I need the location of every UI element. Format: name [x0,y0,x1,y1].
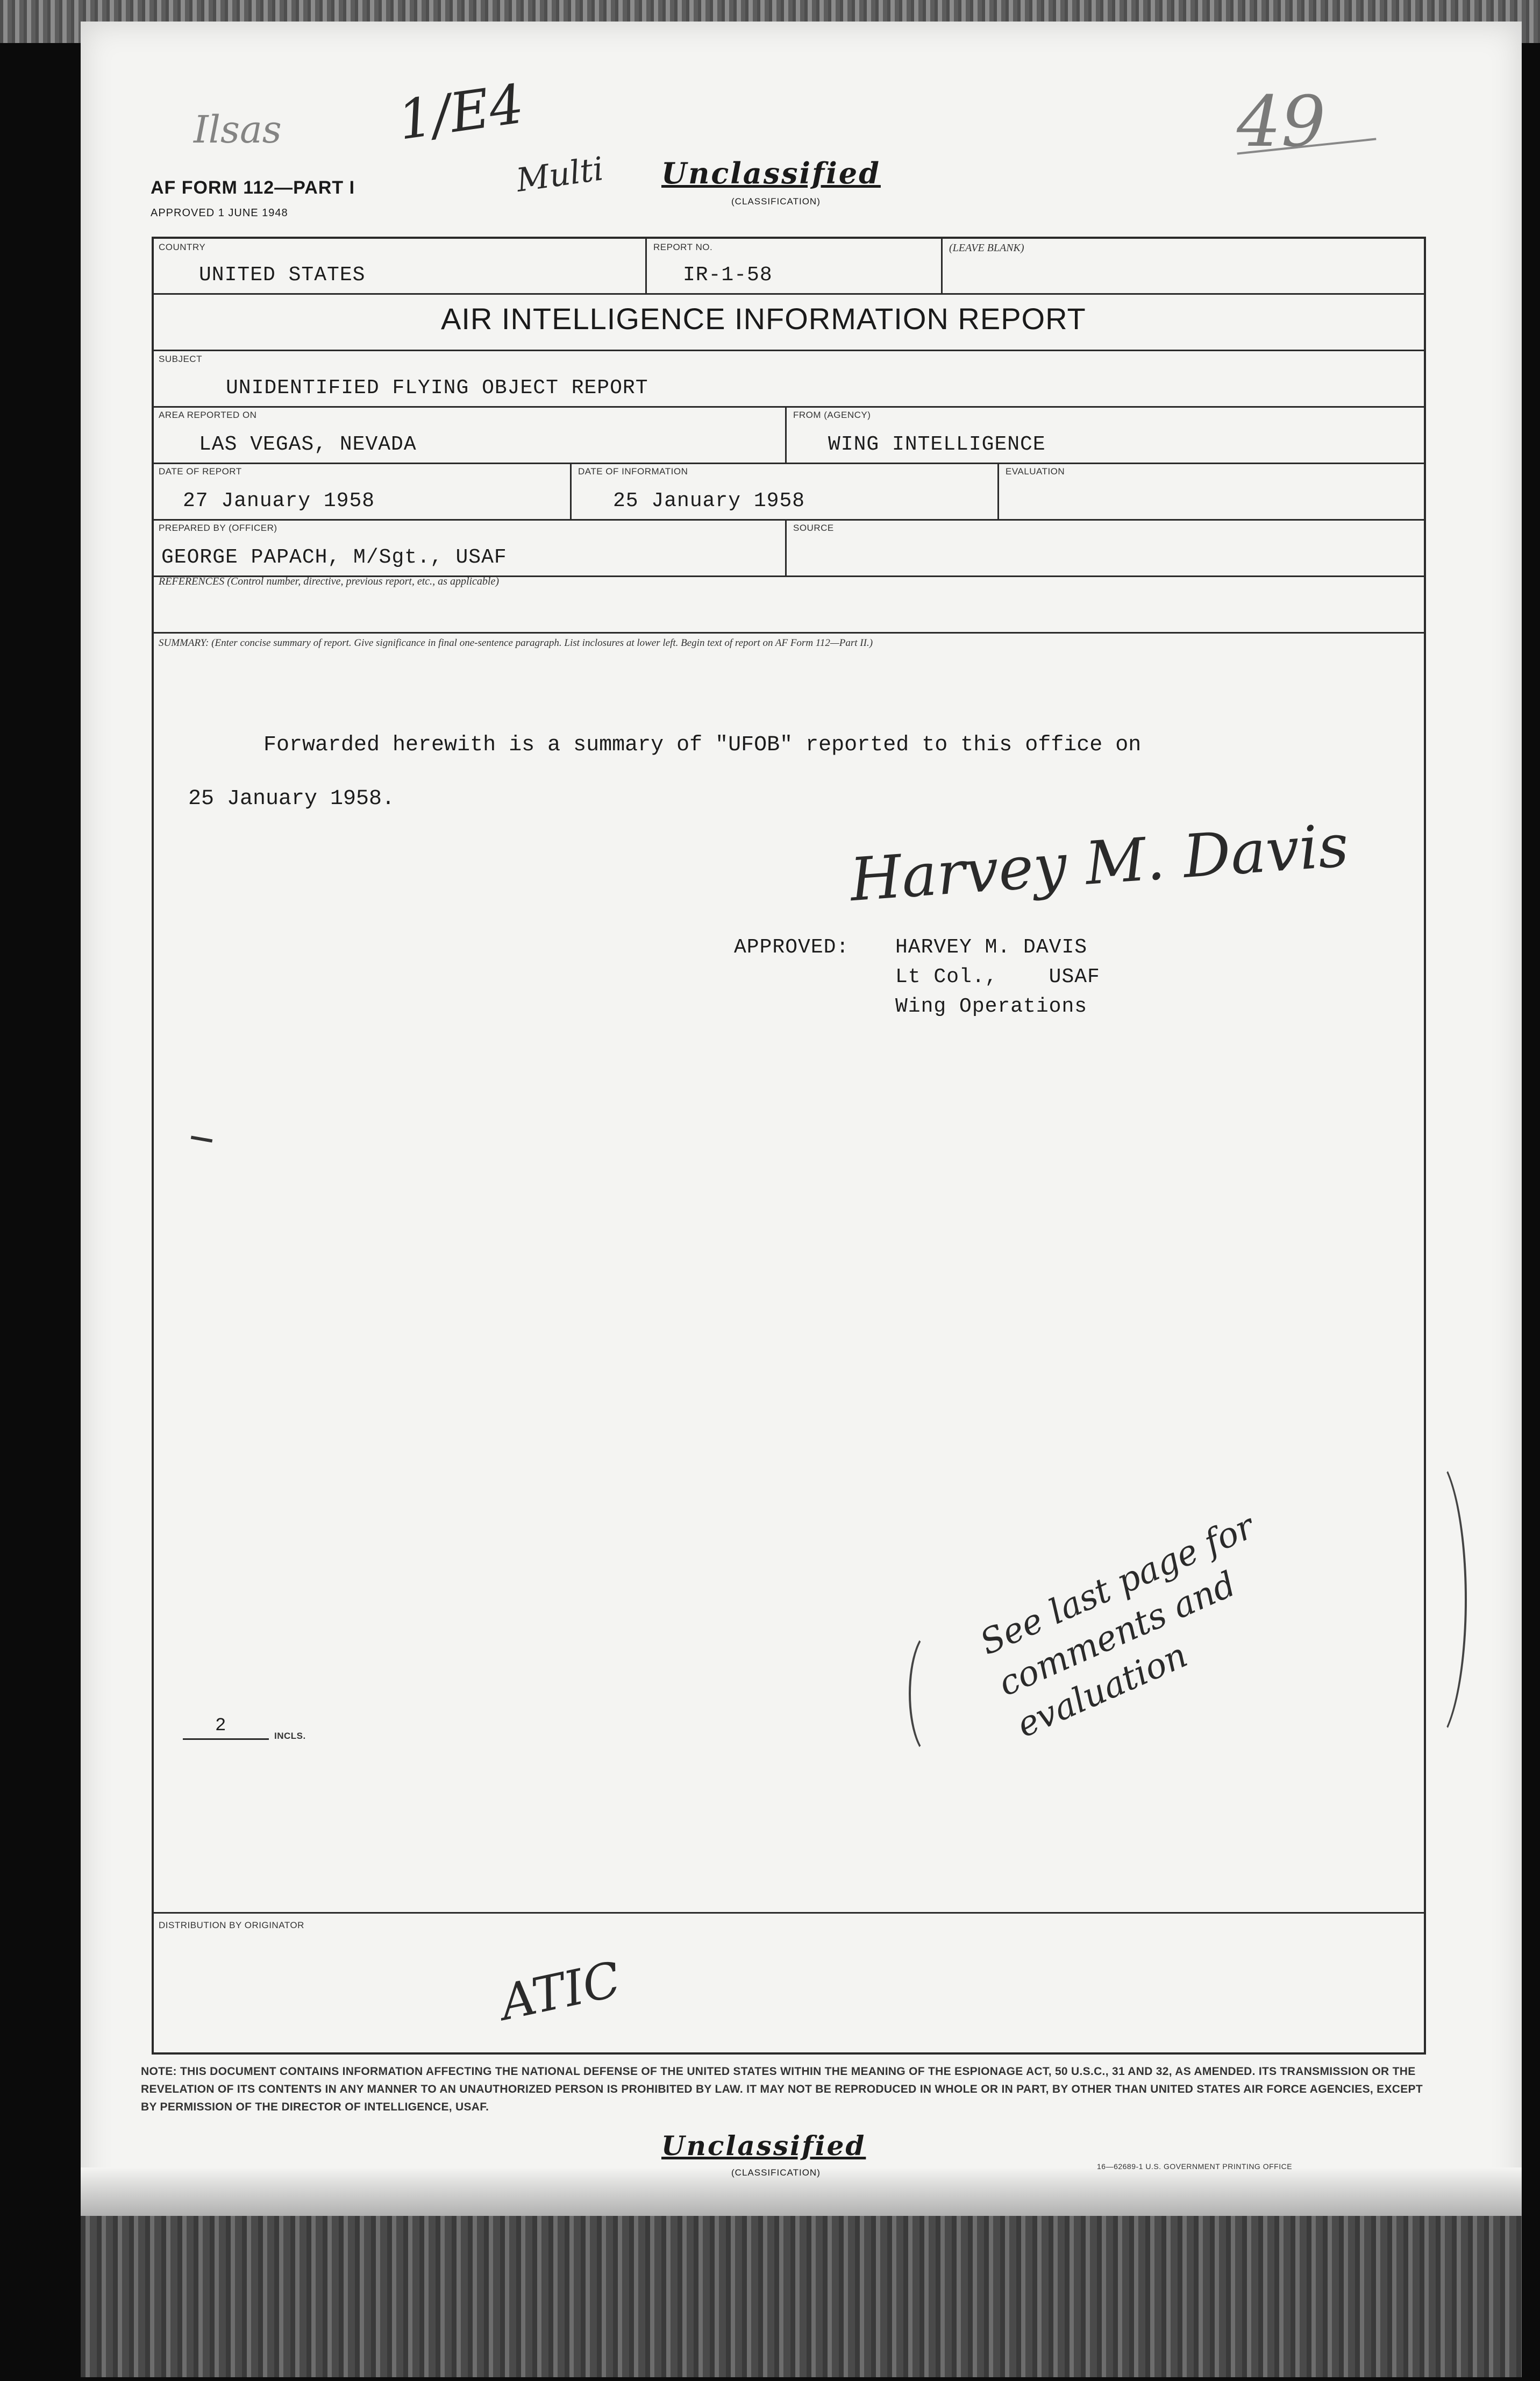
subject-label: SUBJECT [159,354,202,364]
classification-caption-top: (CLASSIFICATION) [731,196,821,207]
frame-bottom [152,2052,1426,2055]
approver-name: HARVEY M. DAVIS [895,936,1088,959]
col-divider [997,463,999,519]
area-label: AREA REPORTED ON [159,410,257,420]
signature: Harvey M. Davis [847,811,1351,915]
inclosure-label: INCLS. [274,1731,306,1741]
frame-right [1424,237,1426,2055]
prepared-label: PREPARED BY (OFFICER) [159,523,277,533]
form-identifier: AF FORM 112—PART I [151,177,355,198]
subject-value: UNIDENTIFIED FLYING OBJECT REPORT [226,376,648,400]
source-label: SOURCE [793,523,834,533]
classification-top: Unclassified [661,156,881,190]
inclosure-count: 2 [215,1716,226,1736]
references-label: REFERENCES (Control number, directive, previous report, etc., as applicable) [159,575,500,587]
country-label: COUNTRY [159,242,206,252]
from-label: FROM (AGENCY) [793,410,871,420]
col-divider [785,519,787,575]
handwritten-multi: Multi [514,150,606,200]
row-divider [152,632,1426,634]
date-info-label: DATE OF INFORMATION [578,466,688,477]
summary-line-2: 25 January 1958. [188,787,395,811]
summary-label: SUMMARY: (Enter concise summary of report. Give significance in final one-sentence paragraph. List inclosures at lower left. Begin text of report on AF Form 112—Part II.) [159,637,873,649]
from-value: WING INTELLIGENCE [828,433,1046,456]
row-divider [152,350,1426,351]
report-title: AIR INTELLIGENCE INFORMATION REPORT [441,302,1086,336]
handwritten-scrawl: Ilsas [194,108,282,152]
summary-line-1: Forwarded herewith is a summary of "UFOB" reported to this office on [263,733,1142,757]
evaluation-label: EVALUATION [1006,466,1065,477]
approved-label: APPROVED: [734,936,850,959]
distribution-label: DISTRIBUTION BY ORIGINATOR [159,1920,304,1930]
handwritten-atic: ATIC [495,1951,625,2032]
row-divider [152,1912,1426,1914]
col-divider [941,237,943,293]
country-value: UNITED STATES [199,264,366,287]
handwritten-page-number: 49 [1237,81,1326,162]
date-report-value: 27 January 1958 [183,489,375,513]
form-approval-date: APPROVED 1 JUNE 1948 [151,207,288,219]
frame-left [152,237,154,2055]
classification-bottom: Unclassified [661,2130,866,2162]
print-code: 16—62689-1 U.S. GOVERNMENT PRINTING OFFICE [1097,2162,1293,2171]
report-no-label: REPORT NO. [653,242,713,252]
handwritten-code: 1/E4 [394,72,527,152]
row-divider [152,406,1426,408]
date-report-label: DATE OF REPORT [159,466,242,477]
scan-edge-bottom [81,2216,1522,2377]
inclosure-underline [183,1738,269,1740]
leave-blank-label: (LEAVE BLANK) [949,242,1024,254]
col-divider [645,237,647,293]
approver-rank: Lt Col., USAF [895,965,1100,989]
paren-right [1393,1452,1467,1747]
row-divider [152,293,1426,295]
area-value: LAS VEGAS, NEVADA [199,433,417,456]
report-no-value: IR-1-58 [683,264,773,287]
col-divider [785,406,787,463]
prepared-value: GEORGE PAPACH, M/Sgt., USAF [161,546,507,569]
classification-caption-bottom: (CLASSIFICATION) [731,2167,821,2178]
approver-unit: Wing Operations [895,995,1088,1018]
security-notice: NOTE: THIS DOCUMENT CONTAINS INFORMATION AFFECTING THE NATIONAL DEFENSE OF THE UNITED STATES WITHIN THE MEANING OF THE ESPIONAGE ACT, 50 U.S.C., 31 AND 32, AS AMENDED. ITS TRANSMISSION OR THE REVELATION OF ITS CONTENTS IN ANY MANNER TO AN UNAUTHORIZED PERSON IS PROHIBITED BY LAW. IT MAY NOT BE REPRODUCED IN WHOLE OR IN PART, BY OTHER THAN UNITED STATES AIR FORCE AGENCIES, EXCEPT BY PERMISSION OF THE DIRECTOR OF INTELLIGENCE, USAF. [141,2065,1423,2113]
paren-left [909,1630,956,1758]
col-divider [570,463,572,519]
row-divider [152,463,1426,464]
date-info-value: 25 January 1958 [613,489,805,513]
handwritten-side-note: See last page for comments and evaluation [974,1506,1260,1746]
row-divider [152,519,1426,521]
frame-top [152,237,1426,239]
